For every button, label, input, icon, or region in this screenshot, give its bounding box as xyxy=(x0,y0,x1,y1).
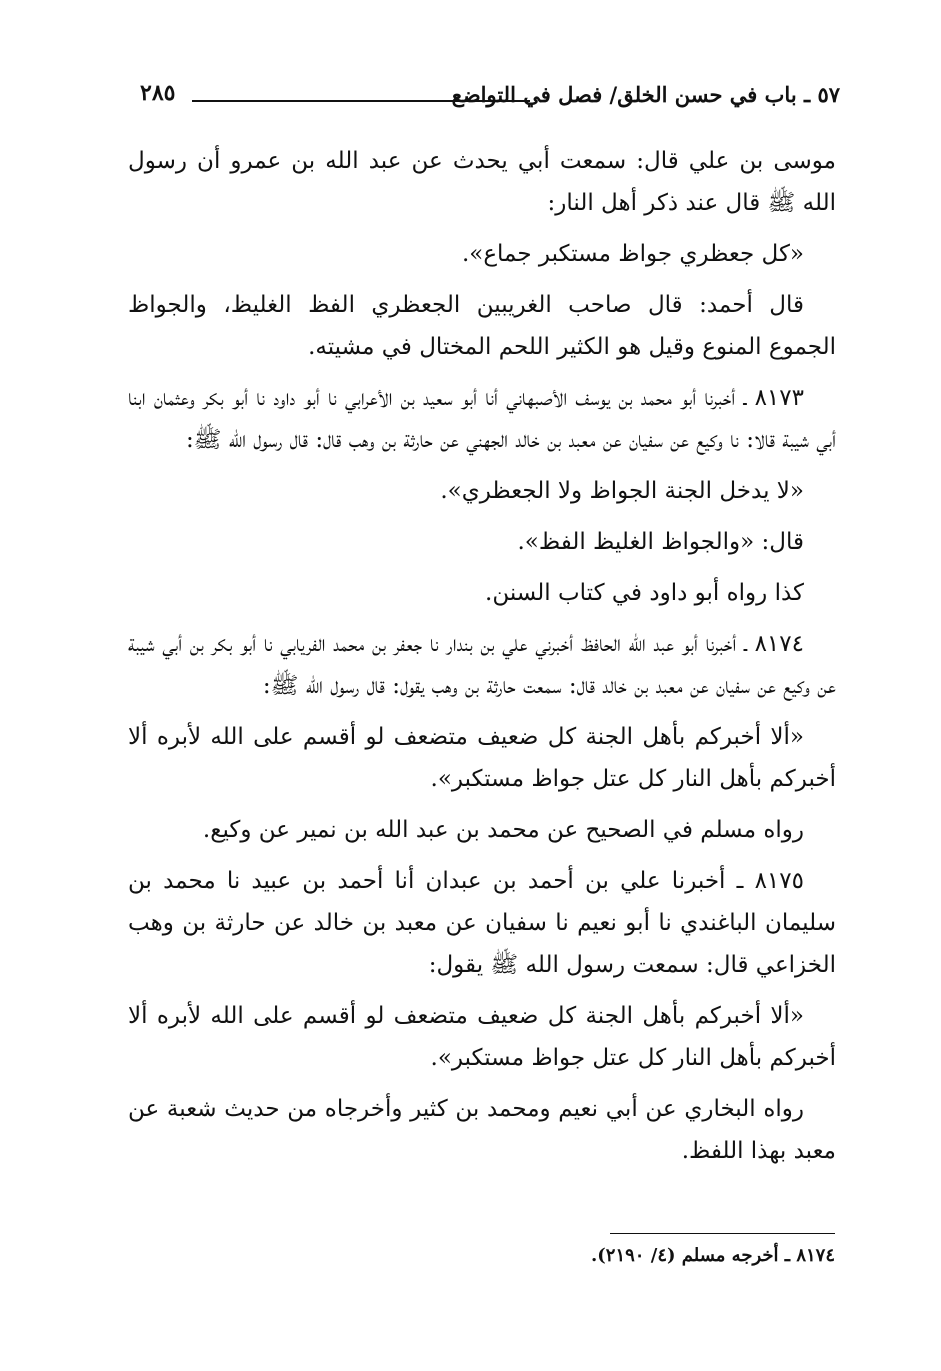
hadith-8174: ٨١٧٤ ـ أخبرنا أبو عبد الله الحافظ أخبرني علي بن بندار نا جعفر بن محمد الفريابي نا أبو بكر بن أبي شيبة عن وكيع عن سفيان عن معبد بن خالد قال: سمعت حارثة بن وهب يقول: قال رسول الله ﷺ: xyxy=(128,631,836,699)
footnote: ٨١٧٤ ـ أخرجه مسلم (٤/ ٢١٩٠). xyxy=(591,1245,835,1266)
paragraph-12: «ألا أخبركم بأهل الجنة كل ضعيف متضعف لو أقسم على الله لأبره ألا أخبركم بأهل النار كل عتل جواظ مستكبر». xyxy=(128,1003,836,1071)
paragraph-7: كذا رواه أبو داود في كتاب السنن. xyxy=(485,580,804,606)
paragraph-13: رواه البخاري عن أبي نعيم ومحمد بن كثير وأخرجاه من حديث شعبة عن معبد بهذا اللفظ. xyxy=(128,1096,836,1164)
paragraph-10: رواه مسلم في الصحيح عن محمد بن عبد الله بن نمير عن وكيع. xyxy=(202,817,804,843)
page-number: ٢٨٥ xyxy=(140,80,176,106)
paragraph-6: قال: «والجواظ الغليظ الفظ». xyxy=(517,529,804,555)
paragraph-2: «كل جعظري جواظ مستكبر جماع». xyxy=(461,241,804,267)
chapter-title: ٥٧ ـ باب في حسن الخلق/ فصل في التواضع xyxy=(451,82,840,107)
header-rule xyxy=(192,100,530,102)
running-header xyxy=(140,82,840,122)
hadith-8175: ٨١٧٥ ـ أخبرنا علي بن أحمد بن عبدان أنا أحمد بن عبيد نا محمد بن سليمان الباغندي نا أبو نعيم نا سفيان عن معبد بن خالد عن حارثة بن وهب الخزاعي قال: سمعت رسول الله ﷺ يقول: xyxy=(128,868,836,978)
paragraph-3: قال أحمد: قال صاحب الغريبين الجعظري الفظ الغليظ، والجواظ الجموع المنوع وقيل هو الكثير اللحم المختال في مشيته. xyxy=(128,292,836,360)
paragraph-9: «ألا أخبركم بأهل الجنة كل ضعيف متضعف لو أقسم على الله لأبره ألا أخبركم بأهل النار كل عتل جواظ مستكبر». xyxy=(128,724,836,792)
paragraph-1: موسى بن علي قال: سمعت أبي يحدث عن عبد الله بن عمرو أن رسول الله ﷺ قال عند ذكر أهل النار: xyxy=(128,148,836,216)
footnote-rule xyxy=(610,1233,835,1234)
paragraph-5: «لا يدخل الجنة الجواظ ولا الجعظري». xyxy=(440,478,804,504)
hadith-8173: ٨١٧٣ ـ أخبرنا أبو محمد بن يوسف الأصبهاني أنا أبو سعيد بن الأعرابي نا أبو داود نا أبو بكر وعثمان ابنا أبي شيبة قالا: نا وكيع عن سفيان عن معبد بن خالد الجهني عن حارثة بن وهب قال: قال رسول الله ﷺ: xyxy=(128,385,836,453)
main-text xyxy=(128,140,836,1181)
